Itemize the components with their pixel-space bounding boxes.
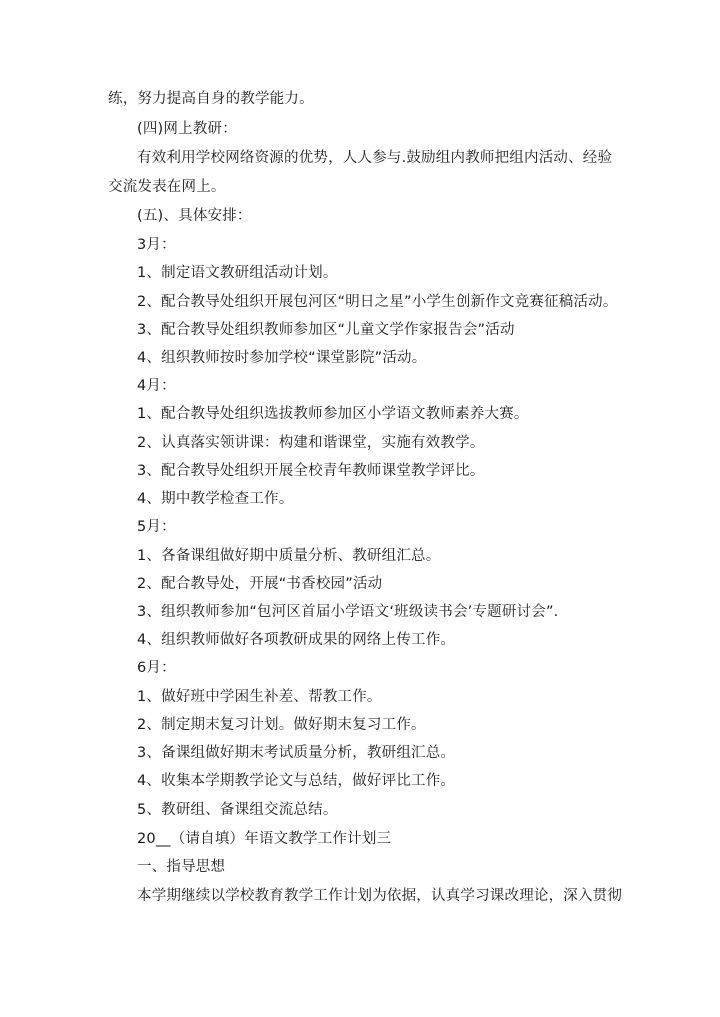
list-item: 2、配合教导处，开展“书香校园”活动	[137, 576, 383, 592]
text-line: 有效利用学校网络资源的优势，人人参与.鼓励组内教师把组内活动、经验	[137, 150, 613, 166]
month-heading: 6月：	[137, 660, 176, 676]
list-item: 1、配合教导处组织选拔教师参加区小学语文教师素养大赛。	[137, 406, 529, 422]
list-item: 1、各备课组做好期中质量分析、教研组汇总。	[137, 548, 441, 564]
list-item: 3、组织教师参加“包河区首届小学语文‘班级读书会’专题研讨会”.	[137, 604, 559, 620]
section-heading: 一、指导思想	[137, 859, 226, 875]
list-item: 4、组织教师按时参加学校“课堂影院”活动。	[137, 350, 427, 366]
list-item: 5、教研组、备课组交流总结。	[137, 802, 338, 818]
list-item: 2、配合教导处组织开展包河区“明日之星”小学生创新作文竞赛征稿活动。	[137, 294, 618, 310]
month-heading: 4月：	[137, 378, 176, 394]
list-item: 1、制定语文教研组活动计划。	[137, 265, 338, 281]
list-item: 3、配合教导处组织开展全校青年教师课堂教学评比。	[137, 463, 485, 479]
list-item: 1、做好班中学困生补差、帮教工作。	[137, 689, 382, 705]
document-title: 20__（请自填）年语文教学工作计划三	[137, 831, 392, 847]
text-line: 交流发表在网上。	[108, 179, 226, 195]
text-line: 本学期继续以学校教育教学工作计划为依据，认真学习课改理论，深入贯彻	[137, 888, 623, 904]
list-item: 3、配合教导处组织教师参加区“儿童文学作家报告会”活动	[137, 322, 515, 338]
month-heading: 5月：	[137, 519, 176, 535]
list-item: 4、组织教师做好各项教研成果的网络上传工作。	[137, 632, 456, 648]
list-item: 4、收集本学期教学论文与总结，做好评比工作。	[137, 773, 456, 789]
list-item: 3、备课组做好期末考试质量分析，教研组汇总。	[137, 745, 456, 761]
section-heading: (四)网上教研：	[137, 121, 237, 137]
month-heading: 3月：	[137, 237, 176, 253]
list-item: 2、制定期末复习计划。做好期末复习工作。	[137, 717, 426, 733]
list-item: 2、认真落实领讲课：构建和谐课堂，实施有效教学。	[137, 435, 485, 451]
section-heading: (五)、具体安排：	[137, 208, 252, 224]
list-item: 4、期中教学检查工作。	[137, 491, 294, 507]
text-line: 练，努力提高自身的教学能力。	[108, 91, 314, 107]
